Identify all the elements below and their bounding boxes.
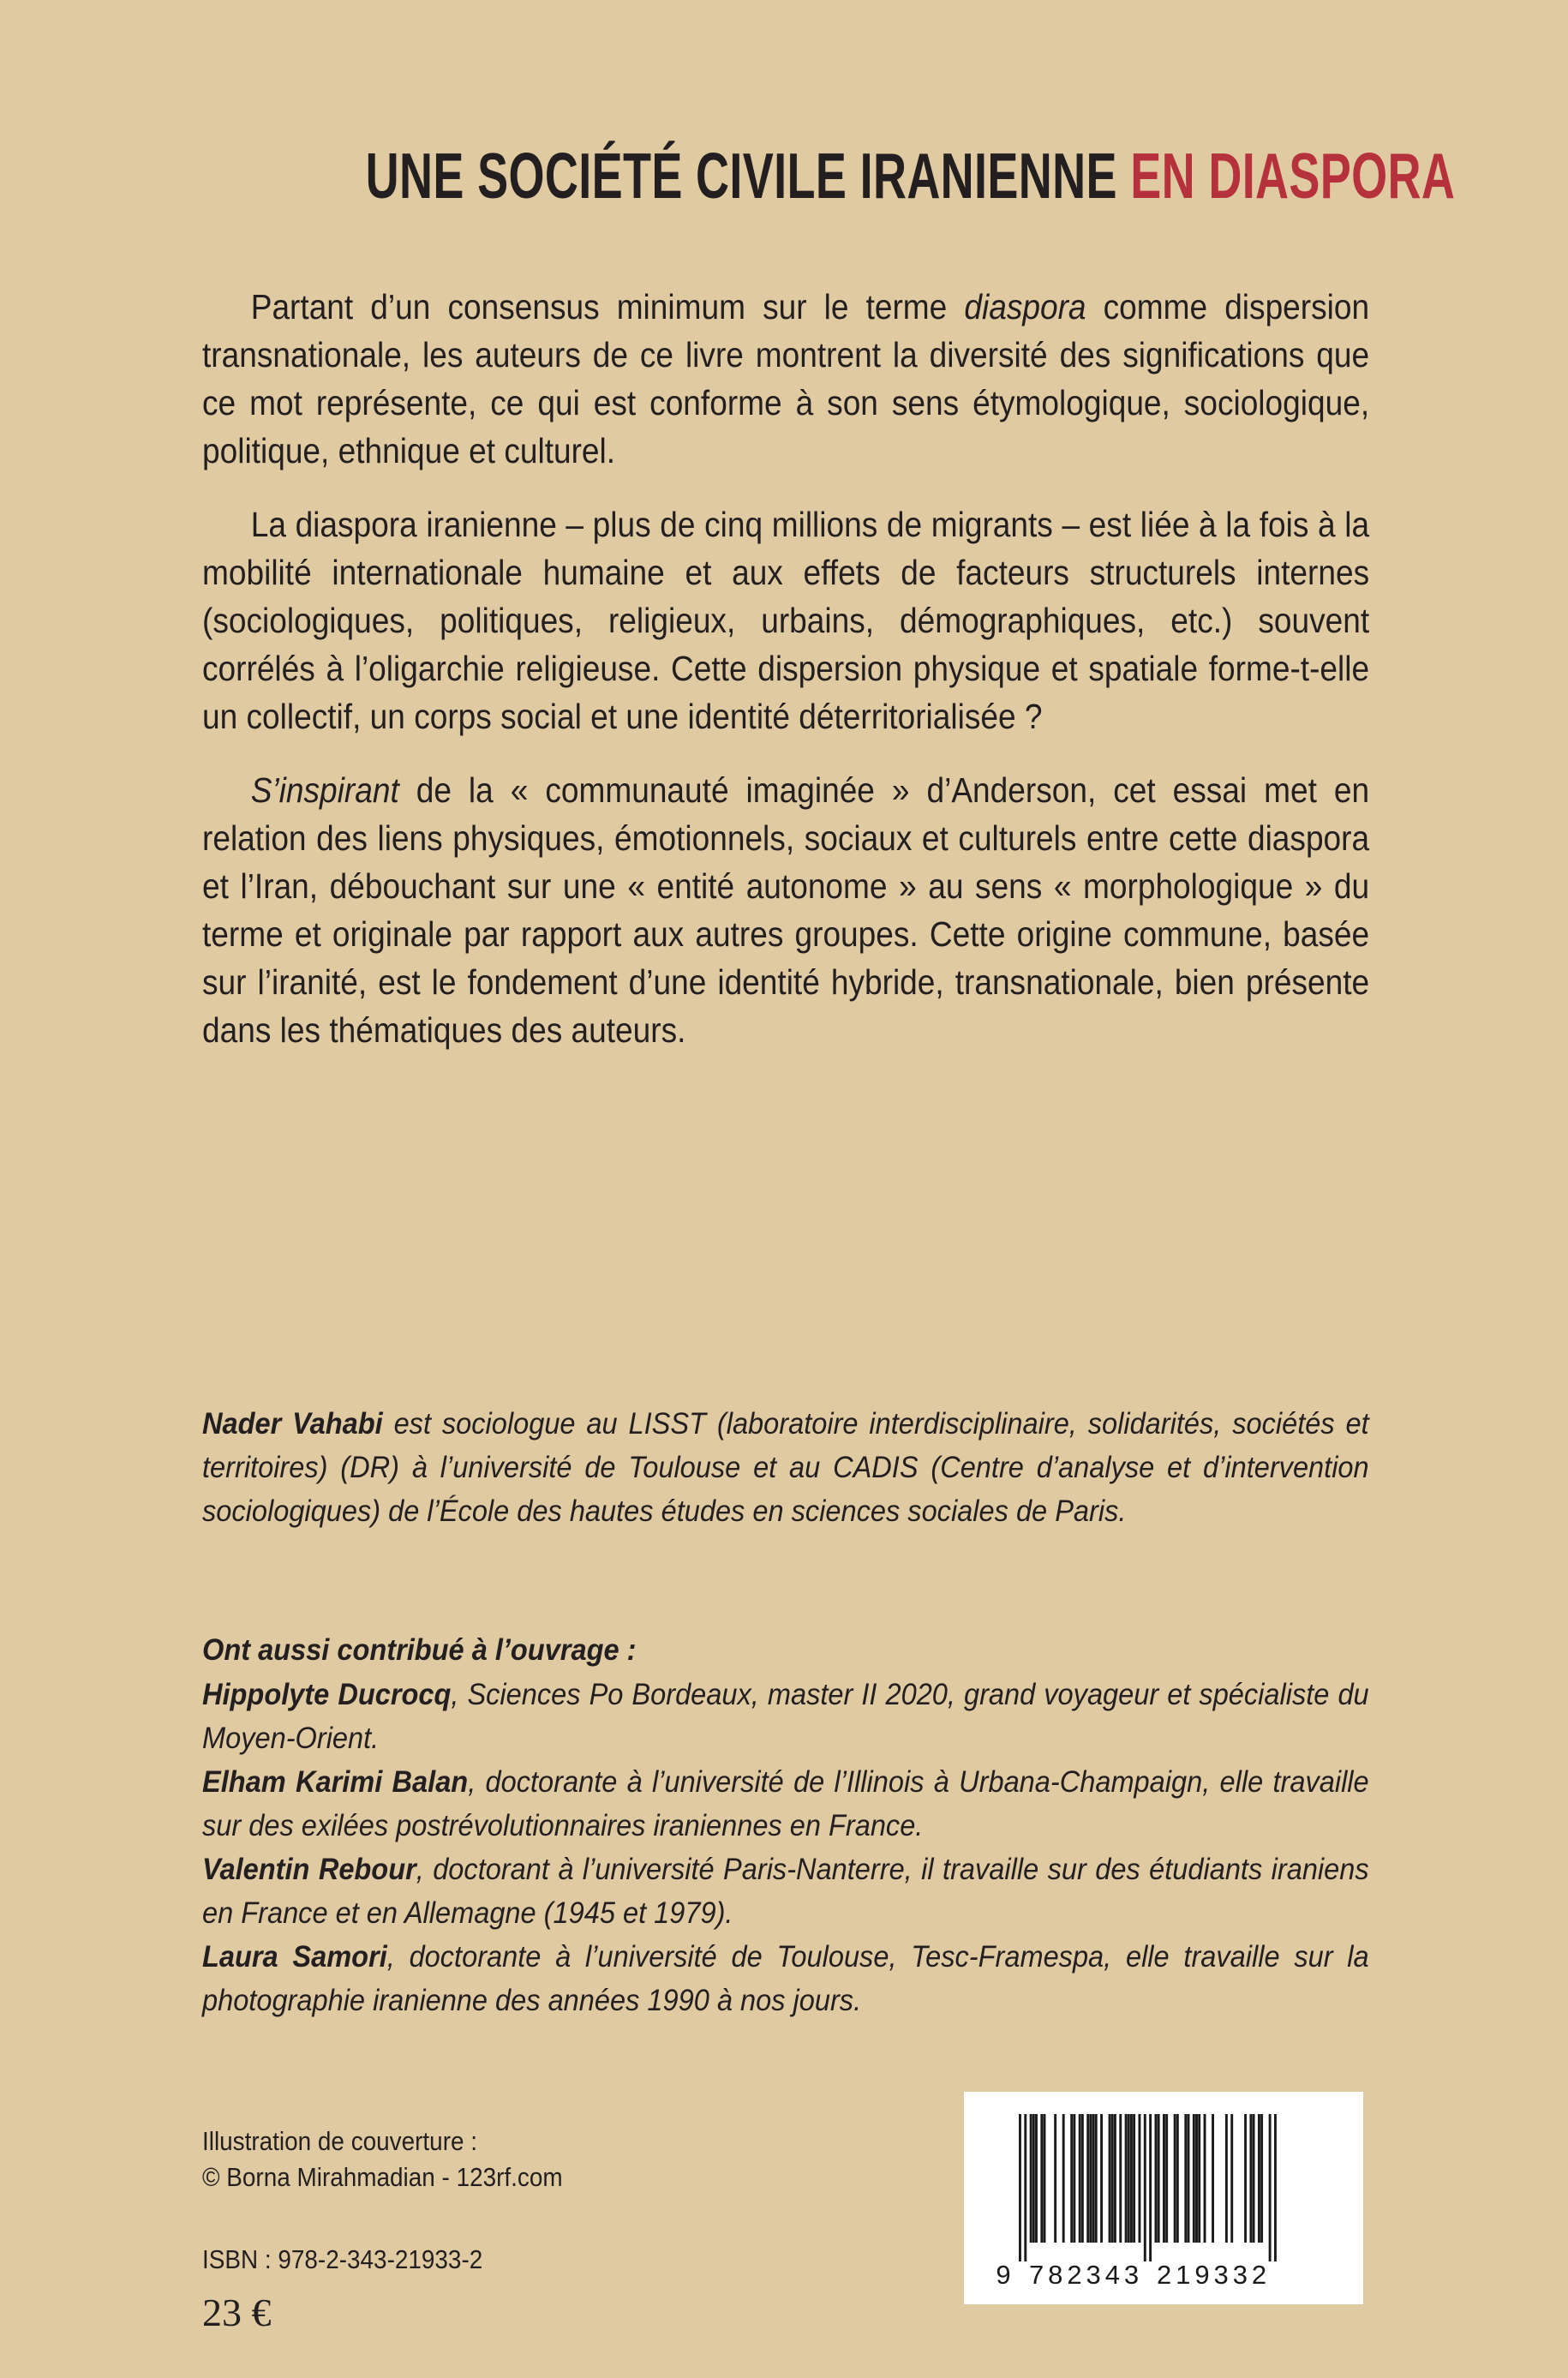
blurb-p1-italic-term: diaspora	[964, 287, 1086, 326]
contributor-name: Hippolyte Ducrocq	[202, 1678, 452, 1711]
contributor-text: , doctorante à l’université de l’Illinois à Urbana-Champaign, elle travaille sur des exilées postrévolutionnaires iraniennes en France.	[202, 1765, 1369, 1842]
barcode-panel	[964, 2092, 1363, 2304]
author-name: Nader Vahabi	[202, 1407, 383, 1441]
blurb-section	[202, 283, 1369, 1054]
svg-text:1: 1	[1176, 2260, 1191, 2290]
svg-text:3: 3	[1123, 2260, 1140, 2290]
svg-text:2: 2	[1156, 2260, 1172, 2290]
author-bio-text: est sociologue au LISST (laboratoire interdisciplinaire, solidarités, sociétés et territoires) (DR) à l’université de Toulouse et au CADIS (Centre d’analyse et d’intervention sociologiques) de l’École des hautes études en sciences sociales de Paris.	[202, 1407, 1369, 1528]
svg-text:7: 7	[1028, 2260, 1044, 2290]
blurb-paragraph-3	[202, 766, 1369, 1054]
footer-info	[202, 2123, 853, 2336]
contributor-text: , doctorant à l’université Paris-Nanterre, il travaille sur des étudiants iraniens en France et en Allemagne (1945 et 1979).	[202, 1853, 1369, 1930]
contributor-entry	[202, 1673, 1369, 1760]
contributor-entry	[202, 1760, 1369, 1848]
contributors-heading: Ont aussi contribué à l’ouvrage :	[202, 1633, 637, 1667]
blurb-p1-text-b: comme dispersion transnationale, les auteurs de ce livre montrent la diversité des significations que ce mot représente, ce qui est conforme à son sens étymologique, sociologique, politique, ethnique et culturel.	[202, 287, 1370, 470]
svg-text:2: 2	[1251, 2260, 1267, 2290]
cover-credit-label: Illustration de couverture :	[202, 2126, 478, 2156]
contributor-entry	[202, 1848, 1369, 1935]
contributor-text: , doctorante à l’université de Toulouse, Tesc-Framespa, elle travaille sur la photographie iranienne des années 1990 à nos jours.	[202, 1940, 1369, 2017]
blurb-p3-italic-opening: S’inspirant	[250, 770, 399, 810]
title-part-dark: UNE SOCIÉTÉ CIVILE IRANIENNE	[365, 140, 1117, 213]
cover-credit-value: © Borna Mirahmadian - 123rf.com	[202, 2162, 563, 2192]
blurb-p3-text: de la « communauté imaginée » d’Anderson, cet essai met en relation des liens physiques, émotionnels, sociaux et culturels entre cette diaspora et l’Iran, débouchant sur une « entité autonome » au sens « morphologique » du terme et originale par rapport aux autres groupes. Cette origine commune, basée sur l’iranité, est le fondement d’une identité hybride, transnationale, bien présente dans les thématiques des auteurs.	[202, 770, 1370, 1050]
svg-text:9: 9	[996, 2260, 1011, 2290]
contributor-name: Elham Karimi Balan	[202, 1765, 469, 1799]
blurb-p1-text-a: Partant d’un consensus minimum sur le terme	[250, 287, 965, 326]
author-bio-section	[202, 1402, 1369, 1533]
blurb-paragraph-1	[202, 283, 1369, 475]
contributor-entry	[202, 1935, 1369, 2022]
page-title	[365, 140, 1456, 213]
svg-text:3: 3	[1232, 2260, 1248, 2290]
title-part-red: EN DIASPORA	[1130, 140, 1456, 213]
isbn-number: ISBN : 978-2-343-21933-2	[202, 2244, 483, 2274]
svg-text:8: 8	[1048, 2260, 1063, 2290]
ean13-barcode	[964, 2092, 1363, 2304]
blurb-paragraph-2	[202, 500, 1369, 740]
svg-text:9: 9	[1194, 2260, 1210, 2290]
contributors-section	[202, 1628, 1369, 2022]
svg-text:4: 4	[1104, 2260, 1120, 2290]
svg-text:3: 3	[1213, 2260, 1229, 2290]
author-bio	[202, 1402, 1369, 1533]
svg-text:2: 2	[1067, 2260, 1082, 2290]
svg-text:3: 3	[1086, 2260, 1101, 2290]
contributor-name: Laura Samori	[202, 1940, 387, 1974]
price-label: 23 €	[202, 2291, 272, 2334]
blurb-p2-text: La diaspora iranienne – plus de cinq millions de migrants – est liée à la fois à la mobilité internationale humaine et aux effets de facteurs structurels internes (sociologiques, politiques, religieux, urbains, démographiques, etc.) souvent corrélés à l’oligarchie religieuse. Cette dispersion physique et spatiale forme-t-elle un collectif, un corps social et une identité déterritorialisée ?	[202, 505, 1370, 736]
contributor-text: , Sciences Po Bordeaux, master II 2020, grand voyageur et spécialiste du Moyen-Orient.	[202, 1678, 1369, 1755]
contributor-name: Valentin Rebour	[202, 1853, 416, 1886]
